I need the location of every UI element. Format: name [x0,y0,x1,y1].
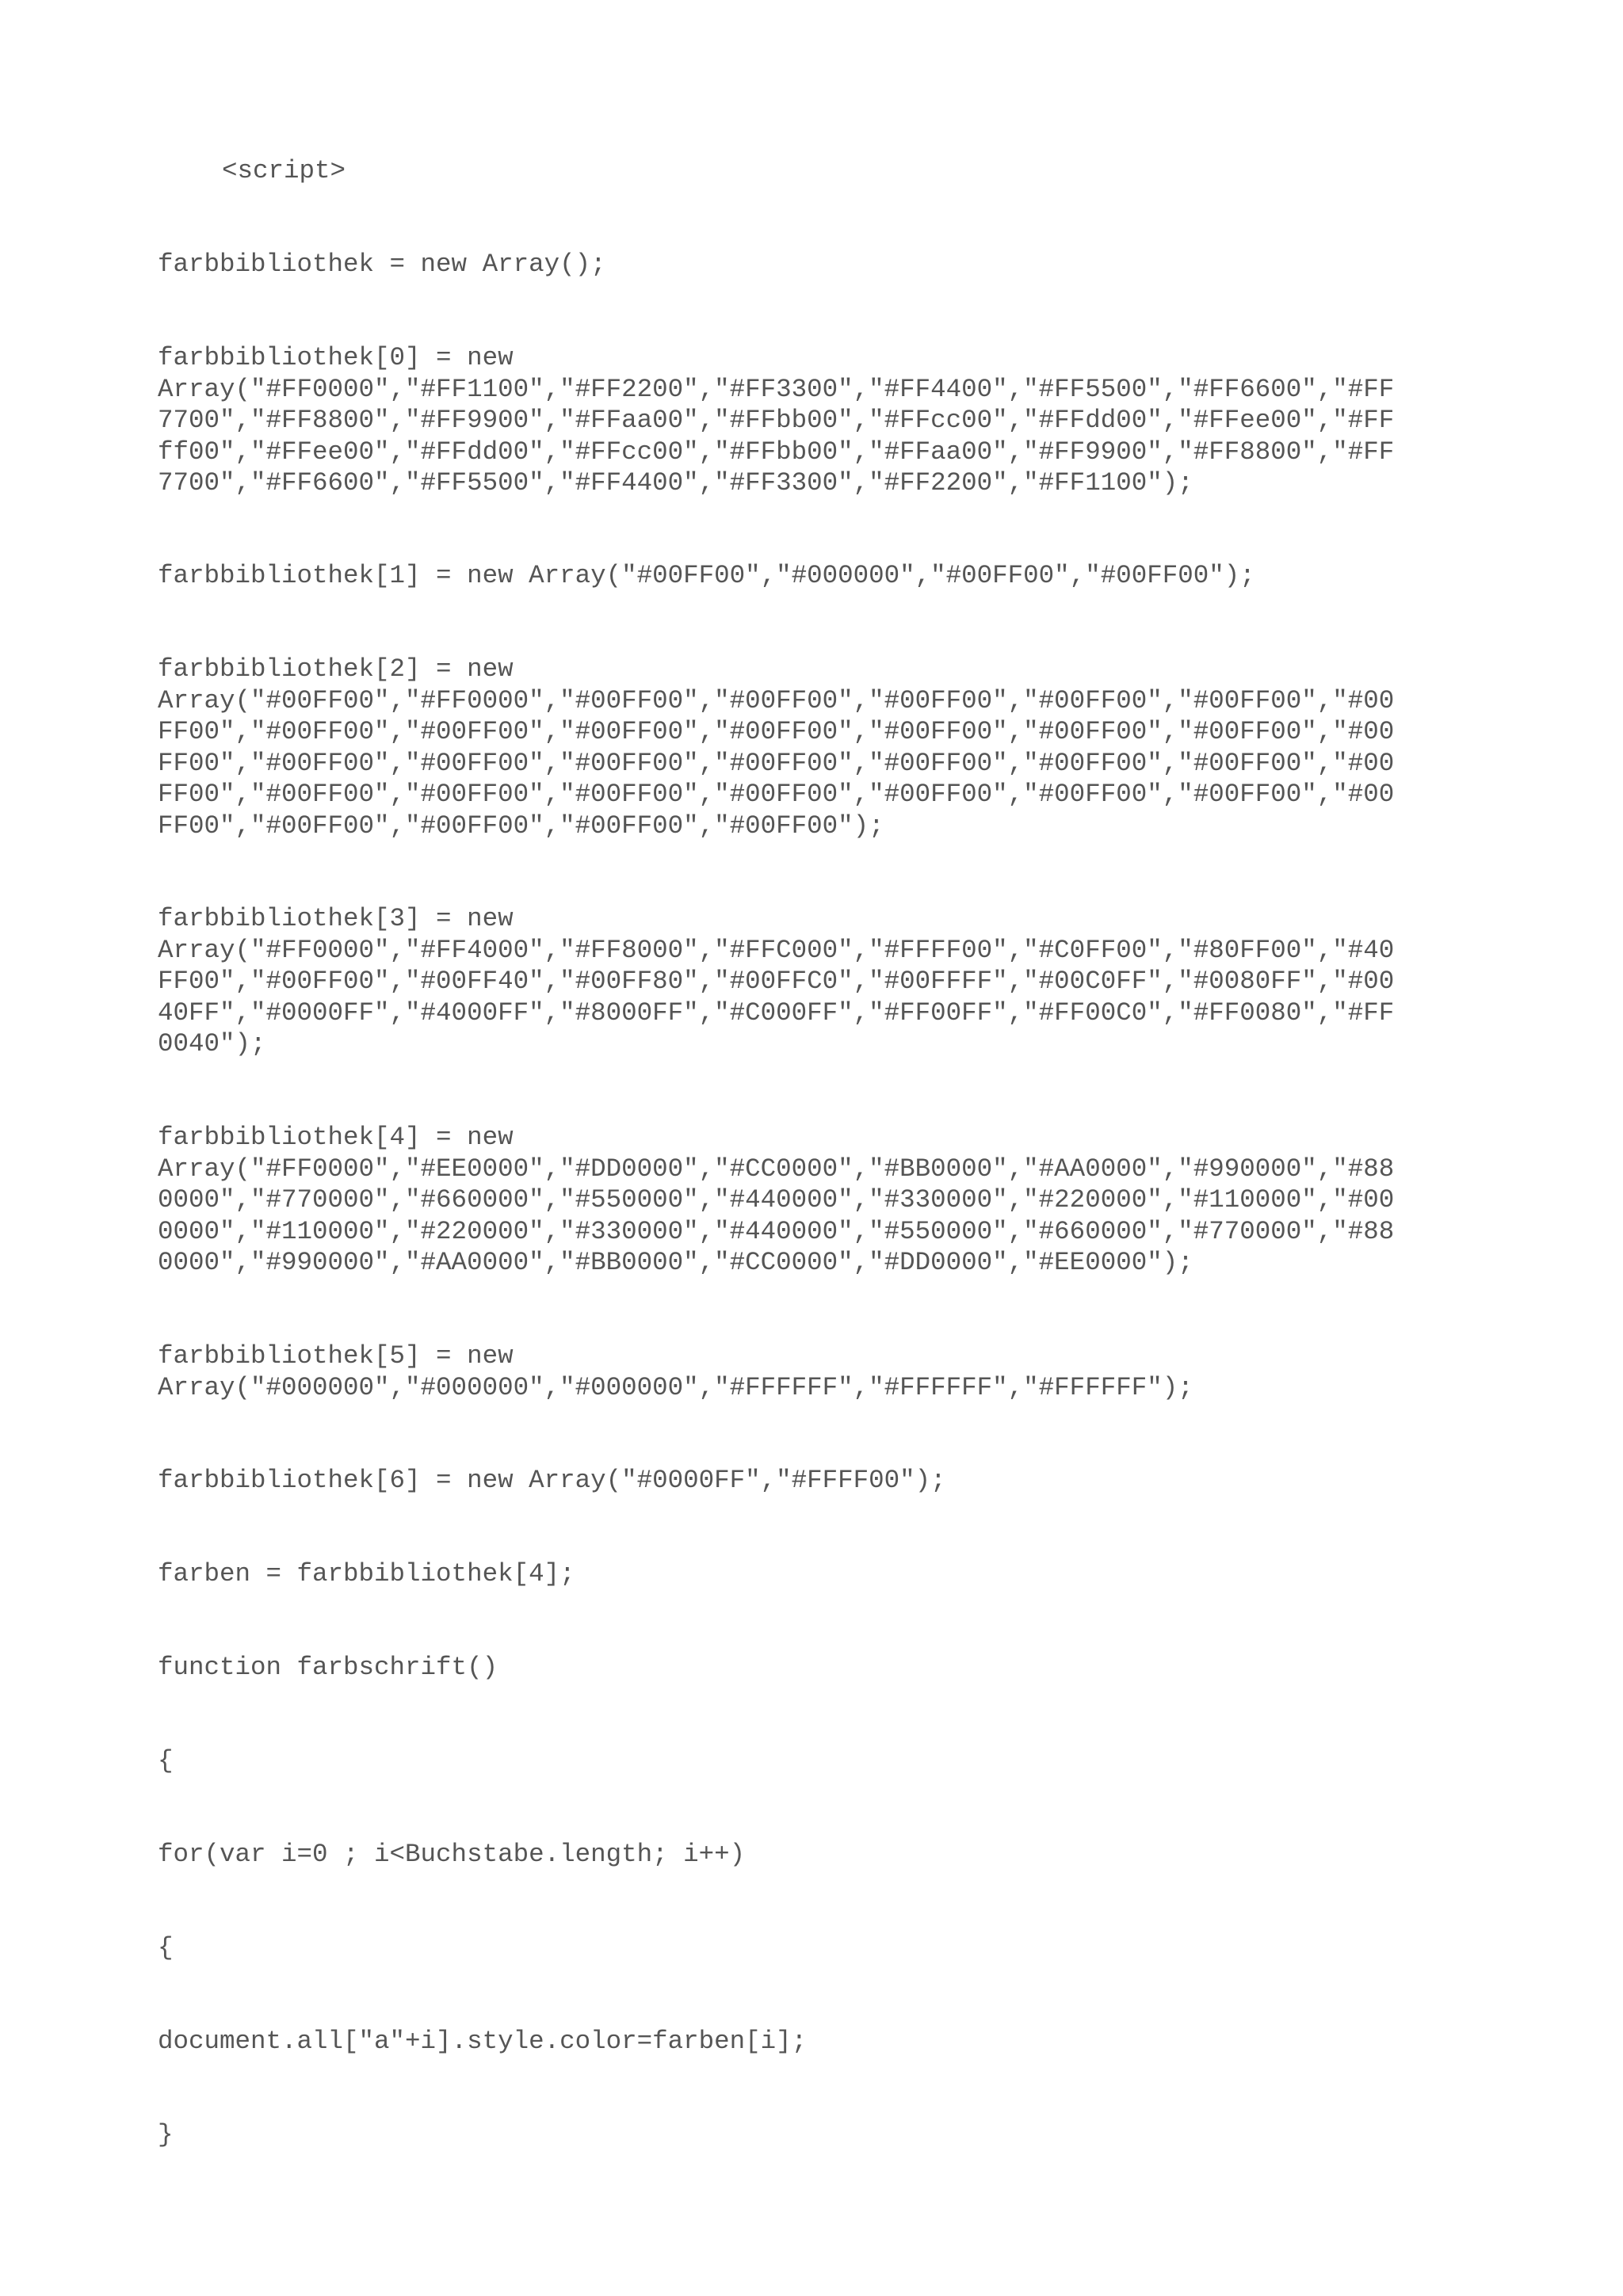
code-line-script-open: <script> [222,156,346,185]
code-line-farbbibliothek-2: farbbibliothek[2] = new Array("#00FF00","#FF0000","#00FF00","#00FF00","#00FF00","#00FF00","#00FF00","#00 FF00","#00FF00","#00FF00","#00FF00","#00FF00","#00FF00","#00FF00","#00FF00","#00 FF00","#00FF00","#00FF00","#00FF00","#00FF00","#00FF00","#00FF00","#00FF00","#00 FF00","#00FF00","#00FF00","#00FF00","#00FF00","#00FF00","#00FF00","#00FF00","#00 FF00","#00FF00","#00FF00","#00FF00","#00FF00"); [158,654,1395,841]
code-line-farbbibliothek-6: farbbibliothek[6] = new Array("#0000FF","#FFFF00"); [158,1466,946,1495]
code-line-farbbibliothek-5: farbbibliothek[5] = new Array("#000000","#000000","#000000","#FFFFFF","#FFFFFF","#FFFFFF"); [158,1341,1193,1402]
code-line-array-init: farbbibliothek = new Array(); [158,250,606,279]
code-line-farben-assign: farben = farbbibliothek[4]; [158,1559,575,1589]
code-line-farbbibliothek-4: farbbibliothek[4] = new Array("#FF0000","#EE0000","#DD0000","#CC0000","#BB0000","#AA0000","#990000","#88 0000","#770000","#660000","#550000","#440000","#330000","#220000","#110000","#00 0000","#110000","#220000","#330000","#440000","#550000","#660000","#770000","#88 0000","#990000","#AA0000","#BB0000","#CC0000","#DD0000","#EE0000"); [158,1123,1395,1277]
code-line-farbbibliothek-1: farbbibliothek[1] = new Array("#00FF00","#000000","#00FF00","#00FF00"); [158,561,1255,590]
code-line-farbbibliothek-3: farbbibliothek[3] = new Array("#FF0000","#FF4000","#FF8000","#FFC000","#FFFF00","#C0FF00","#80FF00","#40 FF00","#00FF00","#00FF40","#00FF80","#00FFC0","#00FFFF","#00C0FF","#0080FF","#00 40FF","#0000FF","#4000FF","#8000FF","#C000FF","#FF00FF","#FF00C0","#FF0080","#FF 0040"); [158,904,1395,1058]
code-line-for-loop: for(var i=0 ; i<Buchstabe.length; i++) [158,1840,746,1869]
code-line-farbbibliothek-0: farbbibliothek[0] = new Array("#FF0000","#FF1100","#FF2200","#FF3300","#FF4400","#FF5500","#FF6600","#FF 7700","#FF8800","#FF9900","#FFaa00","#FFbb00","#FFcc00","#FFdd00","#FFee00","#FF ff00","#FFee00","#FFdd00","#FFcc00","#FFbb00","#FFaa00","#FF9900","#FF8800","#FF 7700","#FF6600","#FF5500","#FF4400","#FF3300","#FF2200","#FF1100"); [158,343,1395,498]
code-line-loop-close-brace: } [158,2120,174,2149]
code-line-open-brace: { [158,1746,174,1775]
code-line-loop-open-brace: { [158,1933,174,1962]
code-line-function-decl: function farbschrift() [158,1653,498,1682]
code-line-style-assign: document.all["a"+i].style.color=farben[i]; [158,2027,808,2056]
